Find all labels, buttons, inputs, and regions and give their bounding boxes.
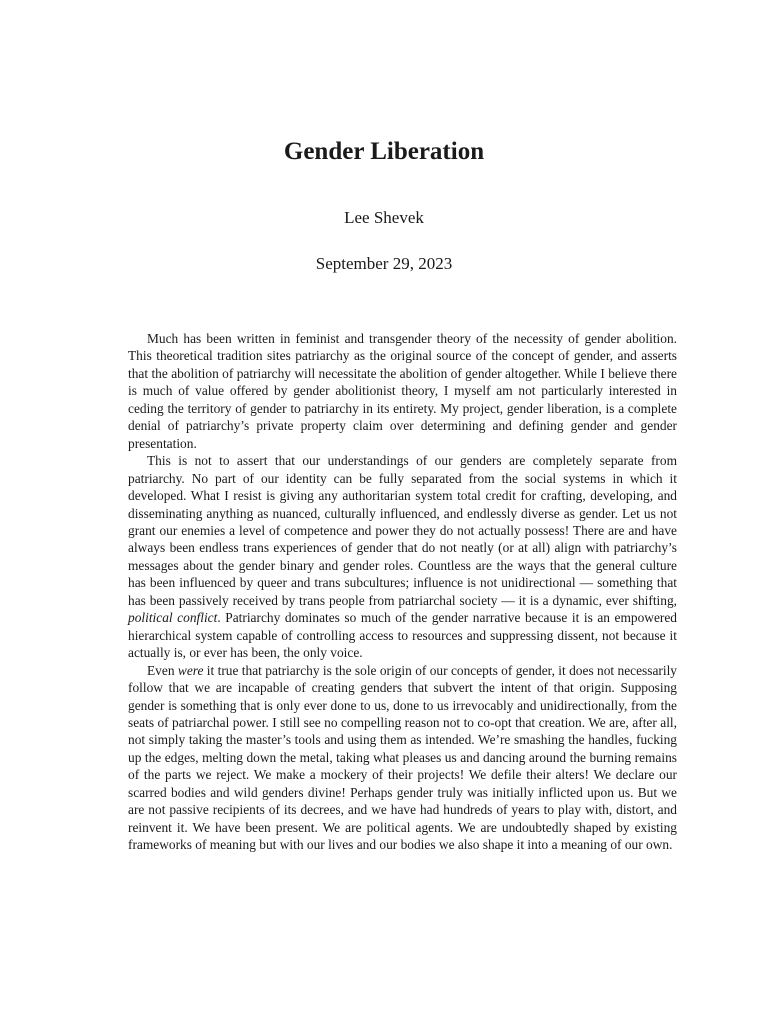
paragraph-text: . Patriarchy dominates so much of the gender narrative because it is an empowered hierarchical system capable of controlling access to resources and suppressing dissent, not because it actually is, or ever has been, the only voice. [128,610,678,661]
emphasis-text: were [177,662,204,678]
document-title: Gender Liberation [283,138,485,165]
paragraph-text: Much has been written in feminist and transgender theory of the necessity of gender abolition. This theoretical tradition sites patriarchy as the original source of the concept of gender, and asserts that the abolition of patriarchy will necessitate the abolition of gender altogether. While I believe there is much of value offered by gender abolitionist theory, I myself am not particularly interested in ceding the territory of gender to patriarchy in its entirety. My project, gender liberation, is a complete denial of patriarchy’s private property claim over determining and defining gender and gender presentation. [128,331,677,451]
paragraph-text: it true that patriarchy is the sole origin of our concepts of gender, it does not necessarily follow that we are incapable of creating genders that subvert the intent of that origin. Supposing gender is something that is only ever done to us, done to us irrevocably and unidirectionally, from the seats of patriarchal power. I still see no compelling reason not to co-opt that creation. We are, after all, not simply taking the master’s tools and using them as intended. We’re smashing the handles, fucking up the edges, melting down the metal, taking what pleases us and dancing around the burning remains of the parts we reject. We make a mockery of their projects! We defile their alters! We declare our scarred bodies and wild genders divine! Perhaps gender truly was initially inflicted upon us. But we are not passive recipients of its decrees, and we have had hundreds of years to play with, distort, and reinvent it. We have been present. We are political agents. We are undoubtedly shaped by existing frameworks of meaning but with our lives and our bodies we also shape it into a meaning of our own. [128,662,677,853]
paragraph-text: Even [147,662,178,678]
document-body [128,330,677,854]
paragraph [128,330,677,452]
paragraph [128,662,677,854]
paragraph-text: This is not to assert that our understandings of our genders are completely separate from patriarchy. No part of our identity can be fully separated from the social systems in which it developed. What I resist is giving any authoritarian system total credit for crafting, developing, and disseminating anything as nuanced, culturally influenced, and endlessly diverse as gender. Let us not grant our enemies a level of competence and power they do not actually possess! There are and have always been endless trans experiences of gender that do not neatly (or at all) align with patriarchy’s messages about the gender binary and gender roles. Countless are the ways that the general culture has been influenced by queer and trans subcultures; influence is not unidirectional — something that has been passively received by trans people from patriarchal society — it is a dynamic, ever shifting, [128,453,677,608]
emphasis-text: political conflict [128,610,218,626]
paragraph [128,452,677,661]
document-date: September 29, 2023 [315,254,453,273]
document-author: Lee Shevek [344,208,424,227]
